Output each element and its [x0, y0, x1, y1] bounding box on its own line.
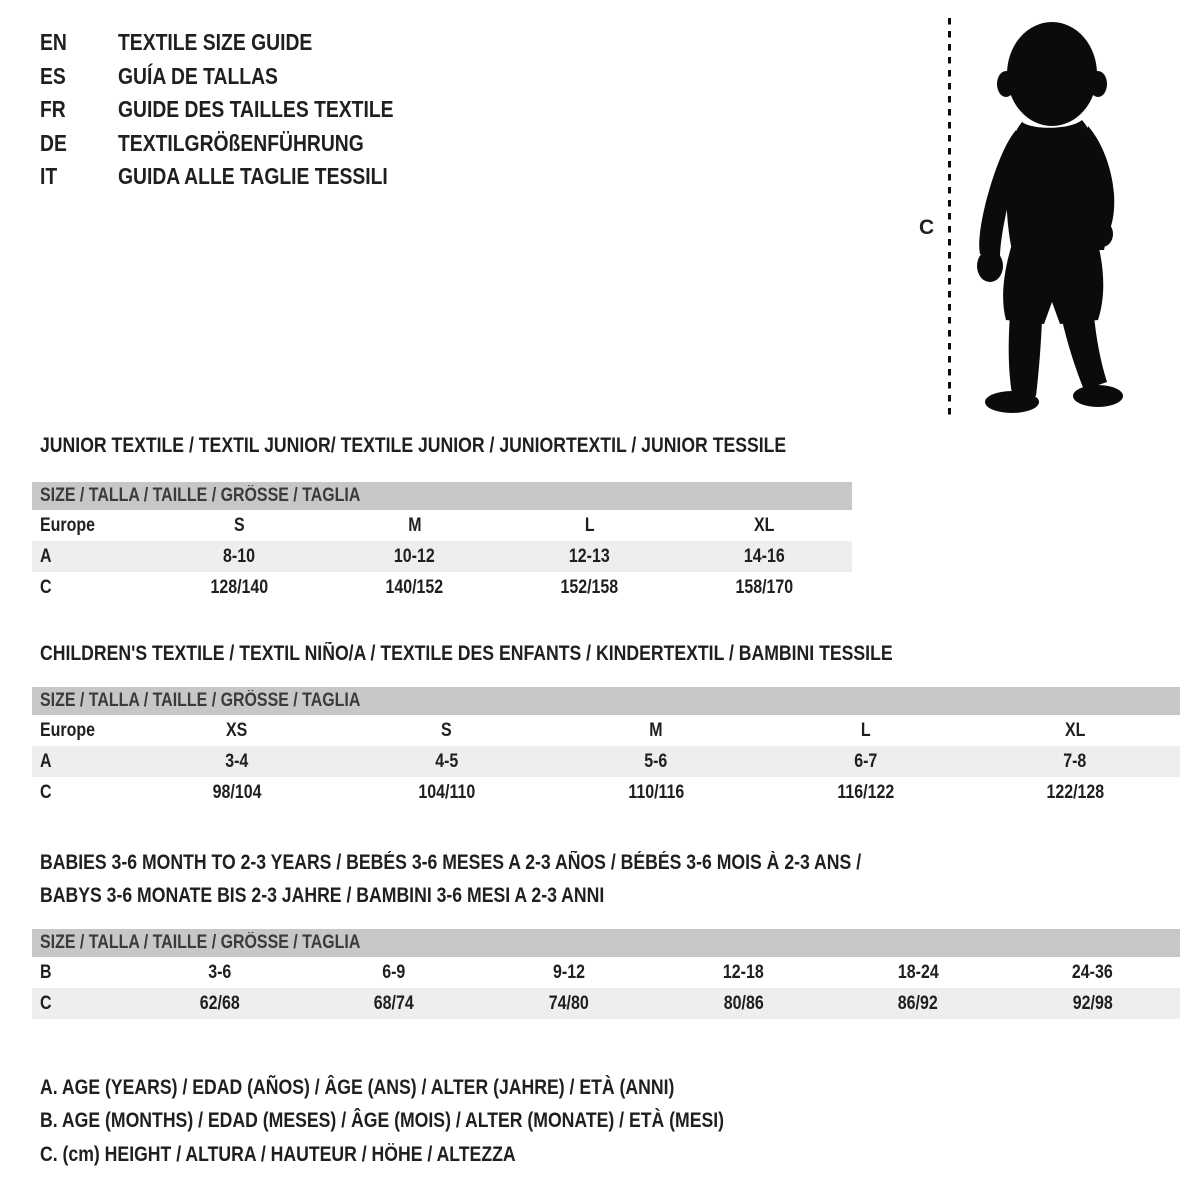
height-cell-text: 110/116 — [628, 781, 684, 803]
babies-size-table — [32, 929, 1180, 1019]
months-cell — [656, 962, 831, 984]
height-cell — [831, 993, 1006, 1015]
size-cell — [551, 720, 761, 742]
row-label — [32, 751, 132, 773]
legend-line-c-text: C. (cm) HEIGHT / ALTURA / HAUTEUR / HÖHE / ALTEZZA — [40, 1142, 516, 1166]
language-header — [40, 26, 446, 194]
height-cell — [502, 577, 677, 599]
lang-row-fr — [40, 93, 446, 127]
height-cell — [307, 993, 482, 1015]
row-label — [32, 782, 132, 804]
age-cell-text: 5-6 — [644, 750, 668, 772]
size-cell-text: M — [407, 514, 422, 536]
lang-label-text: GUIDE DES TAILLES TEXTILE — [118, 96, 394, 123]
age-cell-text: 14-16 — [744, 545, 785, 567]
age-cell — [132, 751, 342, 773]
size-cell — [342, 720, 552, 742]
lang-code-text: FR — [40, 96, 66, 123]
height-cell — [656, 993, 831, 1015]
height-cell — [132, 993, 307, 1015]
row-label — [32, 546, 152, 568]
age-cell-text: 6-7 — [854, 750, 878, 772]
height-cell — [132, 782, 342, 804]
table-row-height — [32, 988, 1180, 1019]
lang-label — [118, 29, 349, 56]
junior-size-table — [32, 482, 852, 603]
table-row-height — [32, 777, 1180, 808]
size-table-header-text: SIZE / TALLA / TAILLE / GRÖSSE / TAGLIA — [40, 690, 361, 711]
lang-label — [118, 130, 411, 157]
age-cell — [152, 546, 327, 568]
height-measure-label: C — [919, 216, 935, 239]
legend-line-c — [40, 1138, 854, 1172]
height-cell — [761, 782, 971, 804]
section-title-babies-line1 — [40, 852, 1018, 874]
lang-code-text: IT — [40, 163, 58, 190]
table-row-age — [32, 746, 1180, 777]
children-size-table — [32, 687, 1180, 808]
months-cell-text: 6-9 — [382, 961, 406, 983]
size-cell — [327, 515, 502, 537]
section-title-babies-line2 — [40, 885, 712, 907]
lang-row-de — [40, 127, 446, 161]
lang-row-it — [40, 160, 446, 194]
section-title-junior-text: JUNIOR TEXTILE / TEXTIL JUNIOR/ TEXTILE JUNIOR / JUNIORTEXTIL / JUNIOR TESSILE — [40, 434, 787, 457]
section-title-children — [40, 643, 1055, 665]
age-cell-text: 10-12 — [394, 545, 435, 567]
row-label-text: Europe — [40, 514, 95, 536]
age-cell-text: 12-13 — [569, 545, 610, 567]
legend-line-a-text: A. AGE (YEARS) / EDAD (AÑOS) / ÂGE (ANS) / ALTER (JAHRE) / ETÀ (ANNI) — [40, 1075, 675, 1099]
size-cell — [132, 720, 342, 742]
row-label-text: C — [40, 992, 52, 1014]
section-title-babies-line1-text: BABIES 3-6 MONTH TO 2-3 YEARS / BEBÉS 3-6 MESES A 2-3 AÑOS / BÉBÉS 3-6 MOIS À 2-3 ANS / — [40, 851, 862, 874]
lang-label-text: GUÍA DE TALLAS — [118, 62, 278, 89]
age-cell — [677, 546, 852, 568]
age-cell — [551, 751, 761, 773]
size-cell-text: S — [234, 514, 245, 536]
age-cell-text: 8-10 — [223, 545, 256, 567]
size-cell-text: XL — [1064, 719, 1086, 741]
size-cell-text: L — [584, 514, 595, 536]
section-title-babies-line2-text: BABYS 3-6 MONATE BIS 2-3 JAHRE / BAMBINI 3-6 MESI A 2-3 ANNI — [40, 884, 605, 907]
legend-line-a — [40, 1071, 854, 1105]
months-cell-text: 18-24 — [897, 961, 939, 983]
age-cell — [970, 751, 1180, 773]
size-table-header-text: SIZE / TALLA / TAILLE / GRÖSSE / TAGLIA — [40, 485, 361, 506]
toddler-silhouette — [966, 18, 1138, 418]
height-cell-text: 80/86 — [723, 992, 764, 1014]
size-cell-text: XS — [226, 719, 248, 741]
height-cell — [481, 993, 656, 1015]
row-label-text: A — [40, 750, 52, 772]
size-cell-text: XL — [754, 514, 775, 536]
height-cell-text: 98/104 — [212, 781, 262, 803]
height-cell-text: 104/110 — [417, 781, 475, 803]
row-label — [32, 993, 132, 1015]
months-cell — [307, 962, 482, 984]
lang-code — [40, 163, 118, 190]
size-cell — [761, 720, 971, 742]
size-table-header — [32, 687, 1180, 715]
height-cell-text: 158/170 — [735, 576, 794, 598]
height-cell — [970, 782, 1180, 804]
section-title-junior — [40, 435, 928, 457]
months-cell — [831, 962, 1006, 984]
height-cell-text: 140/152 — [385, 576, 444, 598]
height-cell-text: 128/140 — [210, 576, 269, 598]
size-table-header-text: SIZE / TALLA / TAILLE / GRÖSSE / TAGLIA — [40, 932, 361, 953]
height-cell-text: 68/74 — [374, 992, 414, 1014]
height-cell — [677, 577, 852, 599]
months-cell — [1005, 962, 1180, 984]
age-cell — [327, 546, 502, 568]
height-cell-text: 62/68 — [199, 992, 240, 1014]
height-cell-text: 86/92 — [898, 992, 938, 1014]
row-label-text: A — [40, 545, 52, 567]
months-cell-text: 9-12 — [552, 961, 585, 983]
table-row-europe — [32, 715, 1180, 746]
table-row-europe — [32, 510, 852, 541]
height-cell — [152, 577, 327, 599]
lang-code — [40, 29, 118, 56]
height-cell-text: 92/98 — [1072, 992, 1113, 1014]
age-cell-text: 3-4 — [225, 750, 249, 772]
row-label — [32, 577, 152, 599]
row-label — [32, 720, 132, 742]
months-cell — [132, 962, 307, 984]
height-cell-text: 122/128 — [1046, 781, 1105, 803]
lang-row-es — [40, 60, 446, 94]
size-cell-text: M — [649, 719, 663, 741]
lang-label — [118, 63, 308, 90]
lang-code-text: DE — [40, 129, 67, 156]
lang-label-text: GUIDA ALLE TAGLIE TESSILI — [118, 163, 388, 190]
lang-label-text: TEXTILE SIZE GUIDE — [118, 29, 313, 56]
legend-line-b — [40, 1105, 854, 1139]
size-table-header — [32, 929, 1180, 957]
lang-code-text: EN — [40, 29, 67, 56]
row-label-text: C — [40, 576, 52, 598]
lang-label — [118, 96, 446, 123]
row-label-text: Europe — [40, 719, 95, 741]
size-cell — [502, 515, 677, 537]
age-cell — [761, 751, 971, 773]
months-cell-text: 3-6 — [207, 961, 231, 983]
size-cell-text: L — [860, 719, 871, 741]
table-row-months — [32, 957, 1180, 988]
height-cell — [327, 577, 502, 599]
row-label — [32, 515, 152, 537]
lang-code — [40, 96, 118, 123]
lang-code — [40, 63, 118, 90]
section-title-children-text: CHILDREN'S TEXTILE / TEXTIL NIÑO/A / TEXTILE DES ENFANTS / KINDERTEXTIL / BAMBINI TESSILE — [40, 642, 893, 665]
lang-row-en — [40, 26, 446, 60]
row-label-text: B — [40, 961, 52, 983]
legend-line-b-text: B. AGE (MONTHS) / EDAD (MESES) / ÂGE (MOIS) / ALTER (MONATE) / ETÀ (MESI) — [40, 1109, 725, 1133]
size-cell-text: S — [441, 719, 452, 741]
height-cell — [1005, 993, 1180, 1015]
size-cell — [970, 720, 1180, 742]
row-label-text: C — [40, 781, 52, 803]
table-row-height — [32, 572, 852, 603]
months-cell-text: 24-36 — [1072, 961, 1114, 983]
height-cell-text: 74/80 — [548, 992, 589, 1014]
lang-label-text: TEXTILGRÖßENFÜHRUNG — [118, 129, 364, 156]
height-measure-dotted-line — [948, 18, 951, 416]
size-cell — [152, 515, 327, 537]
lang-code-text: ES — [40, 62, 66, 89]
lang-code — [40, 130, 118, 157]
lang-label — [118, 163, 439, 190]
age-cell — [502, 546, 677, 568]
age-cell — [342, 751, 552, 773]
row-label — [32, 962, 132, 984]
months-cell — [481, 962, 656, 984]
measurement-legend — [40, 1071, 854, 1172]
size-cell — [677, 515, 852, 537]
height-cell — [342, 782, 552, 804]
height-cell-text: 152/158 — [560, 576, 619, 598]
size-table-header — [32, 482, 852, 510]
height-cell-text: 116/122 — [837, 781, 894, 803]
age-cell-text: 4-5 — [434, 750, 458, 772]
age-cell-text: 7-8 — [1063, 750, 1087, 772]
height-cell — [551, 782, 761, 804]
table-row-age — [32, 541, 852, 572]
months-cell-text: 12-18 — [722, 961, 764, 983]
